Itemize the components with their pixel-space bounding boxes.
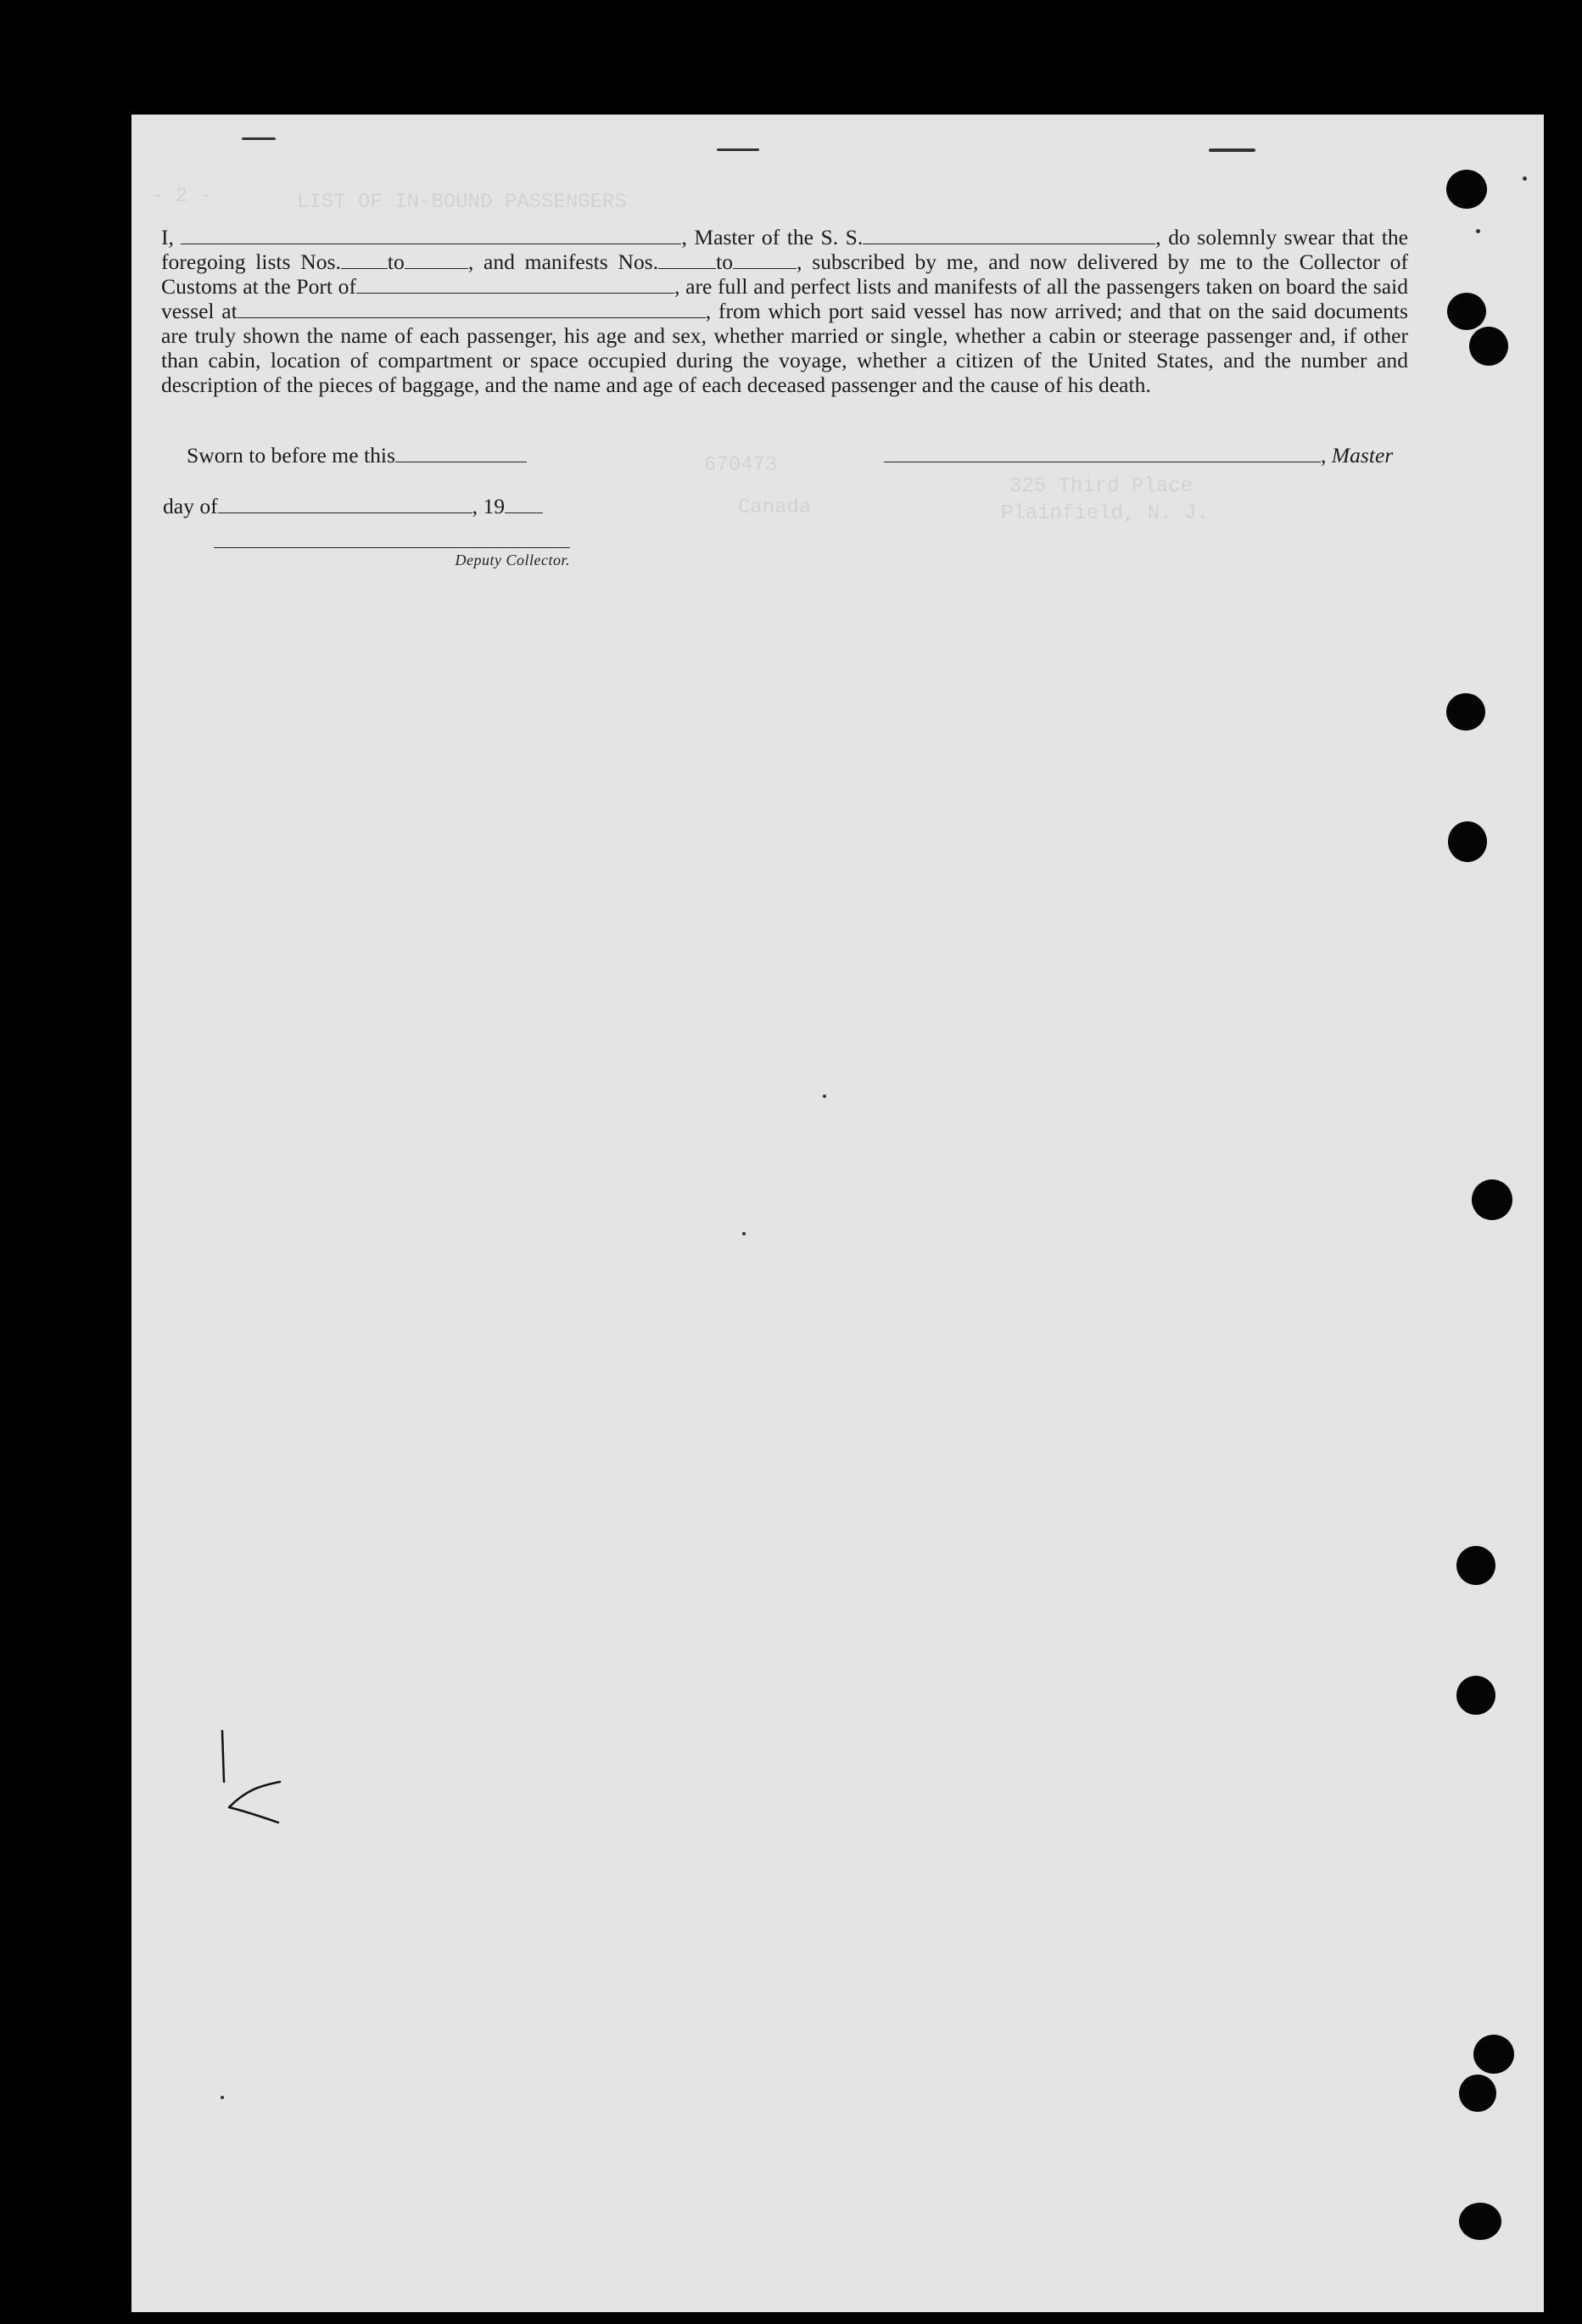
punch-hole (1448, 821, 1487, 862)
swear-that-label: swear that the foregoing lists Nos. (161, 225, 1408, 274)
bleed-through-number: 670473 (704, 454, 778, 477)
manifest-to-blank (733, 251, 797, 269)
boarding-port-blank (238, 300, 706, 318)
punch-hole (1447, 293, 1486, 330)
oath-paragraph: I, , Master of the S. S. , do solemnly swear that the foregoing lists Nos. to , and manifests Nos. to , subscribed by me, and now delivered by me to the Collector of Customs at the Port of , are full and perfect lists and manifests of all the passengers taken on board the said vessel at , from which port said vessel has now arrived; and that on the said documents are truly shown the name of each passenger, his age and sex, whether married or single, whether a cabin or steerage passenger and, if other than cabin, location of compartment or space occupied during the voyage, whether a citizen of the United States, and the number and description of the pieces of baggage, and the name and age of each deceased passenger and the cause of his death. (161, 225, 1409, 397)
speck (221, 2096, 224, 2099)
port-blank (356, 276, 674, 294)
list-from-blank (341, 251, 388, 269)
punch-hole (1456, 1546, 1495, 1585)
punch-hole (1459, 2075, 1496, 2112)
bleed-through-heading: LIST OF IN-BOUND PASSENGERS (297, 191, 627, 214)
punch-hole (1472, 1179, 1512, 1220)
year-prefix: 19 (483, 494, 506, 518)
master-signature-line: , Master (884, 443, 1393, 468)
day-of-line: day of , 19 (163, 494, 543, 519)
master-of-ss-label: Master of the S. S. (694, 225, 864, 249)
list-to-blank (405, 251, 468, 269)
bleed-through-country: Canada (738, 496, 812, 519)
sworn-label: Sworn to before me this (187, 443, 395, 468)
subscribed-label: subscribed by me, and now (812, 249, 1067, 274)
to-label-2: to (716, 249, 734, 274)
punch-hole (1459, 2203, 1501, 2240)
bleed-through-page-marker: - 2 - (151, 185, 213, 208)
to-label-1: to (387, 249, 405, 274)
oath-remainder: port said vessel has now arrived; and that on the said documents are truly shown the name of each passenger, his age and sex, whether married or single, whether a cabin or steerage passenger and, if other than cabin, location of compartment or space occupied during the voyage, whether a citizen of the United States, and the number and description of the pieces of baggage, and the name and age of each deceased passenger and the cause of his death. (161, 299, 1408, 397)
delivered-label: delivered by me to the Collector of Customs at the Port of (161, 249, 1409, 299)
sworn-line (187, 443, 527, 468)
punch-hole (1446, 693, 1485, 731)
sworn-day-blank (395, 445, 527, 462)
oath-intro: I, (161, 225, 174, 249)
year-blank (505, 496, 543, 513)
month-blank (218, 496, 472, 513)
punch-hole (1446, 170, 1487, 209)
master-label: Master (1331, 443, 1394, 468)
punch-hole (1469, 327, 1508, 366)
deputy-collector-signature: Deputy Collector. (214, 547, 570, 569)
handwritten-mark (212, 1722, 297, 1833)
punch-hole (1473, 2035, 1514, 2074)
speck (717, 148, 759, 151)
master-name-blank (181, 227, 681, 244)
speck (742, 1232, 746, 1235)
and-manifests-label: and manifests Nos. (483, 249, 659, 274)
manifest-from-blank (658, 251, 716, 269)
speck (823, 1095, 826, 1098)
bleed-through-address-2: Plainfield, N. J. (1001, 502, 1209, 525)
speck (242, 137, 276, 140)
manifests-all-label: manifests of all the passengers taken on board the said vessel at (161, 274, 1409, 323)
are-full-label: are full and perfect lists and (685, 274, 929, 299)
punch-hole (1456, 1676, 1495, 1715)
bleed-through-address-1: 325 Third Place (1009, 475, 1193, 498)
speck (1476, 229, 1480, 233)
master-signature-blank (884, 445, 1321, 462)
do-solemnly-label: do solemnly (1168, 225, 1277, 249)
speck (1209, 148, 1255, 152)
day-of-label: day of (163, 494, 218, 518)
vessel-name-blank (863, 227, 1155, 244)
from-which-label: from which (718, 299, 821, 323)
speck (1523, 176, 1527, 181)
